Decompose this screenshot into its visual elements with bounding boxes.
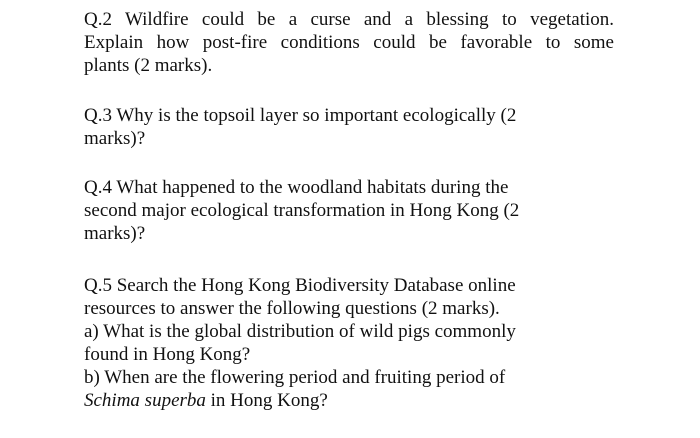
question-2-line-2: Explain how post-fire conditions could be favorable to some [84,32,614,53]
question-5-line-3: a) What is the global distribution of wild pigs commonly [84,321,516,342]
question-2-line-1: Q.2 Wildfire could be a curse and a blessing to vegetation. [84,9,614,30]
question-3-line-1: Q.3 Why is the topsoil layer so important ecologically (2 [84,105,517,126]
question-5-line-2: resources to answer the following questions (2 marks). [84,298,500,319]
question-5-line-6-rest: in Hong Kong? [205,390,328,411]
question-3 [84,104,644,150]
question-4-line-2: second major ecological transformation in Hong Kong (2 [84,200,520,221]
question-4-line-3: marks)? [84,223,146,244]
question-5-line-5: b) When are the flowering period and fruiting period of [84,367,506,388]
question-3-line-2: marks)? [84,128,146,149]
document-page [84,0,684,438]
species-name: Schima superba [84,390,206,411]
question-5 [84,274,644,412]
question-2 [84,8,644,77]
question-5-line-6 [84,389,644,412]
question-4-line-1: Q.4 What happened to the woodland habitats during the [84,177,509,198]
question-2-line-3: plants (2 marks). [84,55,213,76]
question-5-line-4: found in Hong Kong? [84,344,251,365]
question-5-line-1: Q.5 Search the Hong Kong Biodiversity Database online [84,275,516,296]
question-4 [84,176,644,245]
